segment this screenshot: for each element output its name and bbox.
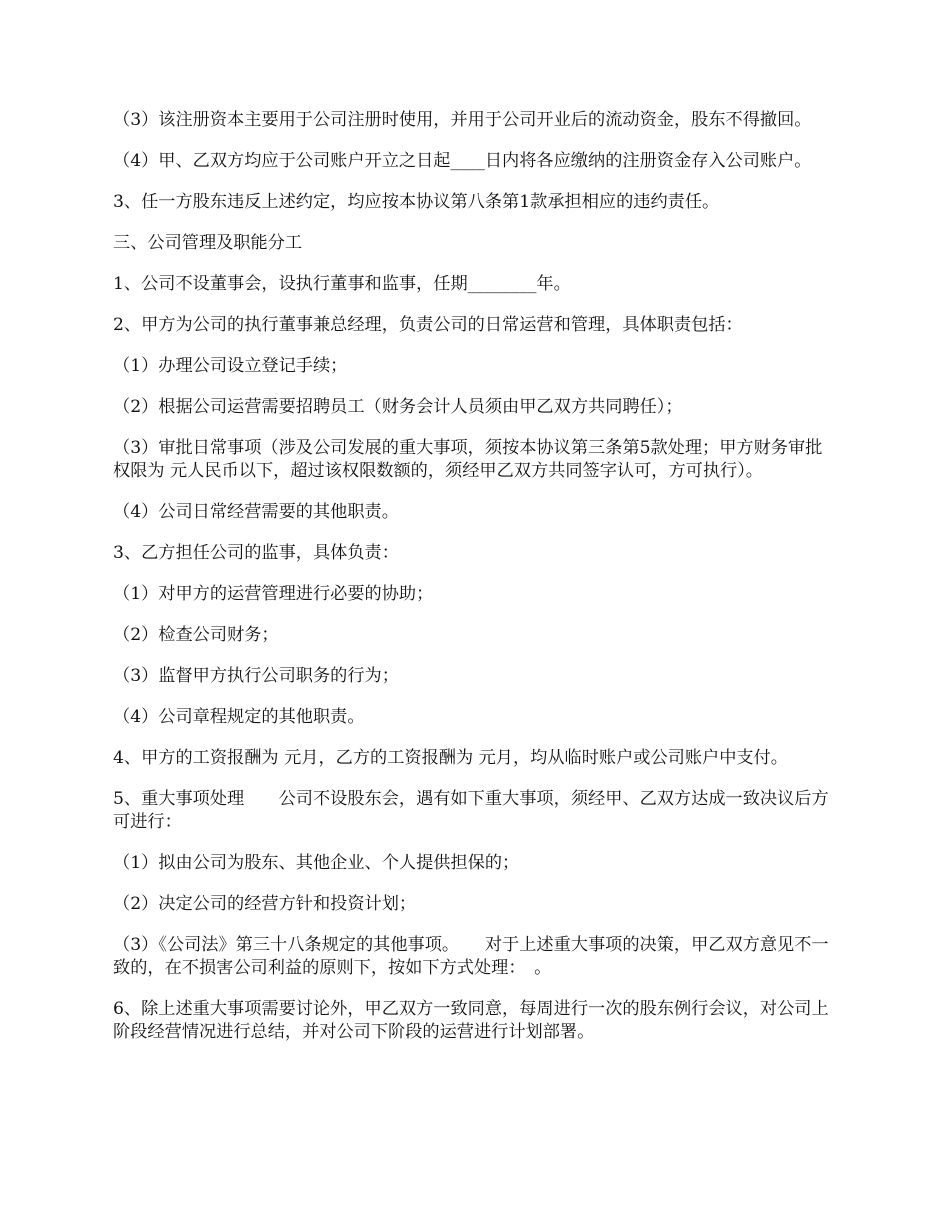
list-item-supervise: （3）监督甲方执行公司职务的行为； [113, 666, 399, 686]
paragraph-capital-deposit: （4）甲、乙双方均应于公司账户开立之日起____日内将各应缴纳的注册资金存入公司账户。 [113, 151, 812, 171]
paragraph-capital-usage: （3）该注册资本主要用于公司注册时使用，并用于公司开业后的流动资金，股东不得撤回。 [113, 110, 812, 130]
list-item-approval: （3）审批日常事项（涉及公司发展的重大事项，须按本协议第三条第5款处理；甲方财务审批权限为 元人民币以下，超过该权限数额的，须经甲乙双方共同签字认可，方可执行）。 [113, 438, 823, 481]
list-item-business-policy: （2）决定公司的经营方针和投资计划； [113, 894, 417, 914]
list-item-other-duties-b: （4）公司章程规定的其他职责。 [113, 707, 365, 727]
list-item-other-duties-a: （4）公司日常经营需要的其他职责。 [113, 502, 399, 522]
paragraph-major-matters: 5、重大事项处理 公司不设股东会，遇有如下重大事项，须经甲、乙双方达成一致决议后方可进行： [113, 789, 829, 832]
paragraph-weekly-meeting: 6、除上述重大事项需要讨论外，甲乙双方一致同意，每周进行一次的股东例行会议，对公司上阶段经营情况进行总结，并对公司下阶段的运营进行计划部署。 [113, 999, 829, 1042]
list-item-registration: （1）办理公司设立登记手续； [113, 356, 348, 376]
list-item-company-law: （3）《公司法》第三十八条规定的其他事项。 对于上述重大事项的决策，甲乙双方意见不一致的，在不损害公司利益的原则下，按如下方式处理： 。 [113, 935, 829, 978]
list-item-inspect-finance: （2）检查公司财务； [113, 625, 279, 645]
document-page [113, 109, 835, 1062]
paragraph-no-board: 1、公司不设董事会，设执行董事和监事，任期________年。 [113, 274, 571, 294]
paragraph-breach-liability: 3、任一方股东违反上述约定，均应按本协议第八条第1款承担相应的违约责任。 [113, 192, 720, 212]
list-item-recruitment: （2）根据公司运营需要招聘员工（财务会计人员须由甲乙双方共同聘任）； [113, 397, 683, 417]
list-item-guarantee: （1）拟由公司为股东、其他企业、个人提供担保的； [113, 853, 520, 873]
paragraph-party-a-duties: 2、甲方为公司的执行董事兼总经理，负责公司的日常运营和管理，具体职责包括： [113, 315, 743, 335]
section-heading-management: 三、公司管理及职能分工 [113, 233, 303, 253]
paragraph-salary: 4、甲方的工资报酬为 元月，乙方的工资报酬为 元月，均从临时账户或公司账户中支付。 [113, 748, 788, 768]
list-item-assist: （1）对甲方的运营管理进行必要的协助； [113, 584, 434, 604]
paragraph-party-b-duties: 3、乙方担任公司的监事，具体负责： [113, 543, 399, 563]
